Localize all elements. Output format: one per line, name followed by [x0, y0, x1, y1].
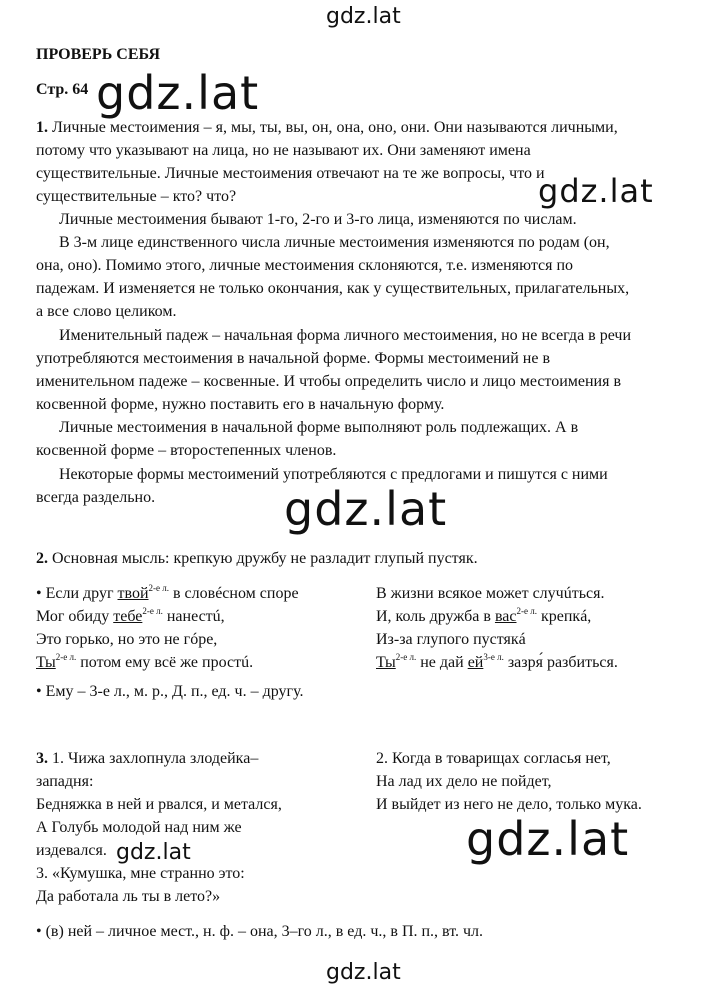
person-mark: 2-е л. [395, 652, 417, 662]
poem-line: 3. 1. Чижа захлопнула злодейка– [36, 750, 259, 767]
watermark: gdz.lat [326, 960, 401, 985]
paragraph-line: падежам. И изменяется не только окончания, как у существительных, прилагательных, [36, 280, 630, 297]
paragraph-line: именительном падеже – косвенные. И чтобы определить число и лицо местоимения в [36, 373, 622, 390]
watermark: gdz.lat [326, 4, 401, 29]
paragraph-line: всегда раздельно. [36, 489, 156, 506]
paragraph-line: существительные – кто? что? [36, 188, 237, 205]
paragraph-line: Личные местоимения бывают 1-го, 2-го и 3-го лица, изменяются по числам. [59, 211, 577, 228]
poem-line: Из-за глупого пустякá [376, 631, 526, 648]
pronoun: ей [467, 654, 484, 671]
analysis-note: • (в) ней – личное мест., н. ф. – она, 3–го л., в ед. ч., в П. п., вт. чл. [36, 923, 484, 940]
watermark: gdz.lat [116, 840, 191, 865]
poem-line: А Голубь молодой над ним же [36, 819, 242, 836]
watermark: gdz.lat [284, 482, 448, 536]
exercise-number: 2. [36, 550, 48, 567]
exercise-number: 3. [36, 750, 48, 767]
paragraph-line: а все слово целиком. [36, 303, 177, 320]
poem-line: западня: [36, 773, 94, 790]
pronoun: тебе [113, 608, 143, 625]
poem-line: На лад их дело не пойдет, [376, 773, 552, 790]
poem-line: 2. Когда в товарищах согласья нет, [376, 750, 611, 767]
page-title: ПРОВЕРЬ СЕБЯ [36, 46, 161, 63]
pronoun: вас [494, 608, 517, 625]
main-idea: 2. Основная мысль: крепкую дружбу не разладит глупый пустяк. [36, 550, 478, 567]
poem-line: И, коль дружба в вас$^{2-е л.}$ крепкá, [376, 606, 592, 625]
paragraph-line: существительные. Личные местоимения отвечают на те же вопросы, что и [36, 165, 545, 182]
poem-line: Бедняжка в ней и рвался, и метался, [36, 796, 282, 813]
paragraph-line: потому что указывают на лица, но не называют их. Они заменяют имена [36, 142, 531, 159]
paragraph-line: В 3-м лице единственного числа личные местоимения изменяются по родам (он, [59, 234, 610, 251]
person-mark: 2-е л. [148, 583, 169, 593]
paragraph-line: косвенной форме – второстепенных членов. [36, 442, 337, 459]
paragraph-line: употребляются местоимения в начальной форме. Формы местоимений не в [36, 350, 550, 367]
watermark: gdz.lat [466, 812, 630, 866]
paragraph-line: Некоторые формы местоимений употребляются с предлогами и пишутся с ними [59, 466, 608, 483]
poem-line: издевался. [36, 842, 107, 859]
poem-line: • Если друг твой$^{2-е л.}$ в словéсном споре [36, 583, 299, 602]
analysis-note: • Ему – 3-е л., м. р., Д. п., ед. ч. – другу. [36, 683, 304, 700]
pronoun: твой [117, 585, 149, 602]
paragraph-line: Личные местоимения в начальной форме выполняют роль подлежащих. А в [59, 419, 579, 436]
exercise-number: 1. [36, 119, 48, 136]
page-reference: Стр. 64 [36, 81, 89, 98]
person-mark: 2-е л. [55, 652, 77, 662]
paragraph-line: косвенной форме, нужно поставить его в начальную форму. [36, 396, 445, 413]
pronoun: Ты [376, 654, 396, 671]
person-mark: 2-е л. [516, 606, 537, 616]
poem-line: 3. «Кумушка, мне странно это: [36, 865, 245, 882]
paragraph-line: Именительный падеж – начальная форма личного местоимения, но не всегда в речи [59, 327, 632, 344]
paragraph-line: 1. Личные местоимения – я, мы, ты, вы, он, она, оно, они. Они называются личными, [36, 119, 618, 136]
poem-line: Это горько, но это не гóре, [36, 631, 218, 648]
watermark: gdz.lat [96, 66, 260, 120]
poem-line: И выйдет из него не дело, только мука. [376, 796, 642, 813]
pronoun: Ты [36, 654, 56, 671]
poem-line: $Ты^{2-е л.}$ потом ему всё же простú. [36, 652, 254, 671]
person-mark: 3-е л. [483, 652, 504, 662]
poem-line: В жизни всякое может случúться. [376, 585, 605, 602]
watermark: gdz.lat [538, 172, 654, 210]
paragraph-line: она, оно). Помимо этого, личные местоимения склоняются, т.е. изменяются по [36, 257, 574, 274]
poem-line: Мог обиду тебе$^{2-е л.}$ нанестú, [36, 606, 225, 625]
poem-line: Да работала ль ты в лето?» [36, 888, 221, 905]
poem-line: $Ты^{2-е л.}$ не дай $ей^{3-е л.}$ зазря́ разбиться. [376, 652, 618, 671]
person-mark: 2-е л. [142, 606, 163, 616]
